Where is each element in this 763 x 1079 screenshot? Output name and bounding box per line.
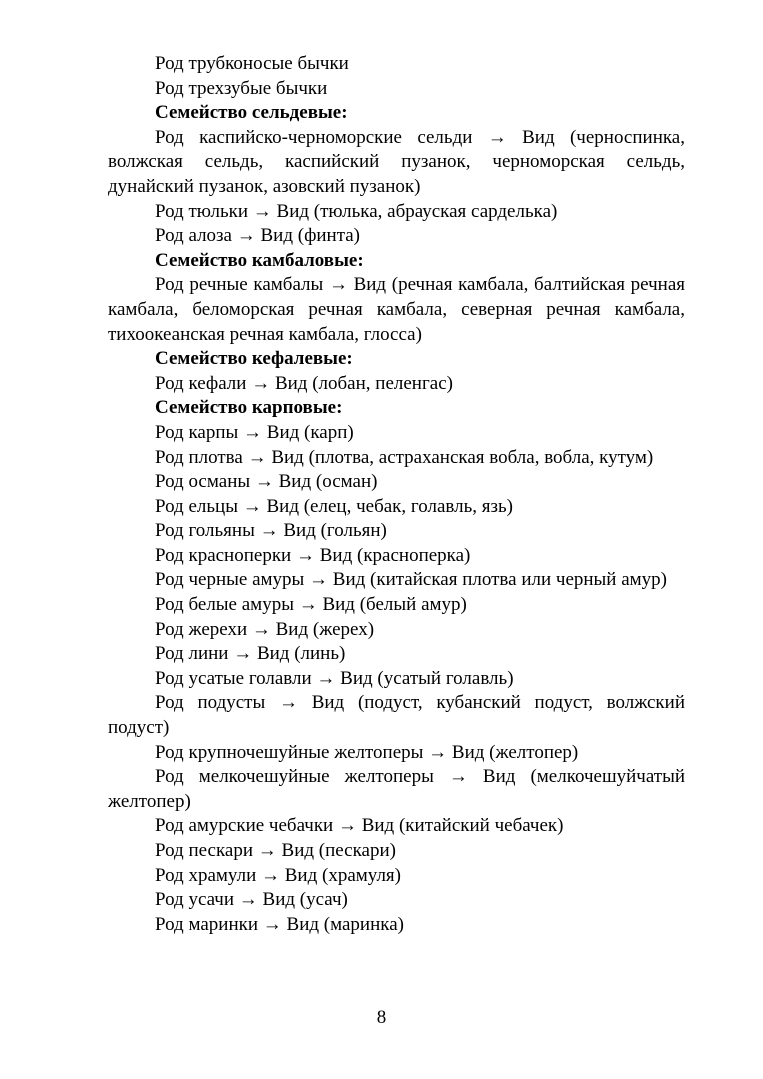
document-page (108, 52, 685, 937)
paragraph: Род кефали → Вид (лобан, пеленгас) (155, 372, 453, 394)
paragraph: Род храмули → Вид (храмуля) (155, 864, 401, 886)
paragraph: Род плотва → Вид (плотва, астраханская вобла, вобла, кутум) (155, 446, 654, 468)
paragraph: Род османы → Вид (осман) (155, 471, 378, 493)
paragraph: Род жерехи → Вид (жерех) (155, 618, 375, 640)
paragraph: Род тюльки → Вид (тюлька, абрауская сарделька) (155, 200, 558, 222)
document-body (108, 52, 685, 937)
paragraph: Род усачи → Вид (усач) (155, 889, 348, 911)
section-heading: Семейство кефалевые: (155, 348, 353, 370)
paragraph: Род каспийско-черноморские сельди → Вид (черноспинка, волжская сельдь, каспийский пузанок, черноморская сельдь, дунайский пузанок, азовский пузанок) (108, 126, 685, 197)
section-heading: Семейство сельдевые: (155, 102, 348, 124)
paragraph: Род мелкочешуйные желтоперы → Вид (мелкочешуйчатый желтопер) (108, 766, 685, 812)
paragraph: Род пескари → Вид (пескари) (155, 840, 396, 861)
paragraph: Род гольяны → Вид (гольян) (155, 520, 387, 542)
paragraph: Род трехзубые бычки (155, 77, 328, 99)
paragraph: Род речные камбалы → Вид (речная камбала, балтийская речная камбала, беломорская речная камбала, северная речная камбала, тихоокеанская речная камбала, глосса) (108, 274, 685, 345)
section-heading: Семейство карповые: (155, 397, 343, 419)
paragraph: Род белые амуры → Вид (белый амур) (155, 594, 467, 616)
paragraph: Род алоза → Вид (финта) (155, 225, 361, 247)
paragraph: Род красноперки → Вид (красноперка) (155, 544, 471, 566)
paragraph: Род лини → Вид (линь) (155, 643, 346, 665)
paragraph: Род усатые голавли → Вид (усатый голавль) (155, 667, 514, 689)
paragraph: Род трубконосые бычки (155, 53, 349, 74)
section-heading: Семейство камбаловые: (155, 249, 364, 271)
paragraph: Род амурские чебачки → Вид (китайский чебачек) (155, 815, 564, 837)
paragraph: Род подусты → Вид (подуст, кубанский подуст, волжский подуст) (108, 692, 685, 739)
page-number: 8 (376, 1007, 387, 1028)
paragraph: Род крупночешуйные желтоперы → Вид (желтопер) (155, 741, 579, 763)
paragraph: Род черные амуры → Вид (китайская плотва или черный амур) (155, 569, 668, 591)
paragraph: Род маринки → Вид (маринка) (155, 913, 404, 935)
paragraph: Род ельцы → Вид (елец, чебак, голавль, язь) (155, 495, 513, 517)
paragraph: Род карпы → Вид (карп) (155, 421, 354, 443)
